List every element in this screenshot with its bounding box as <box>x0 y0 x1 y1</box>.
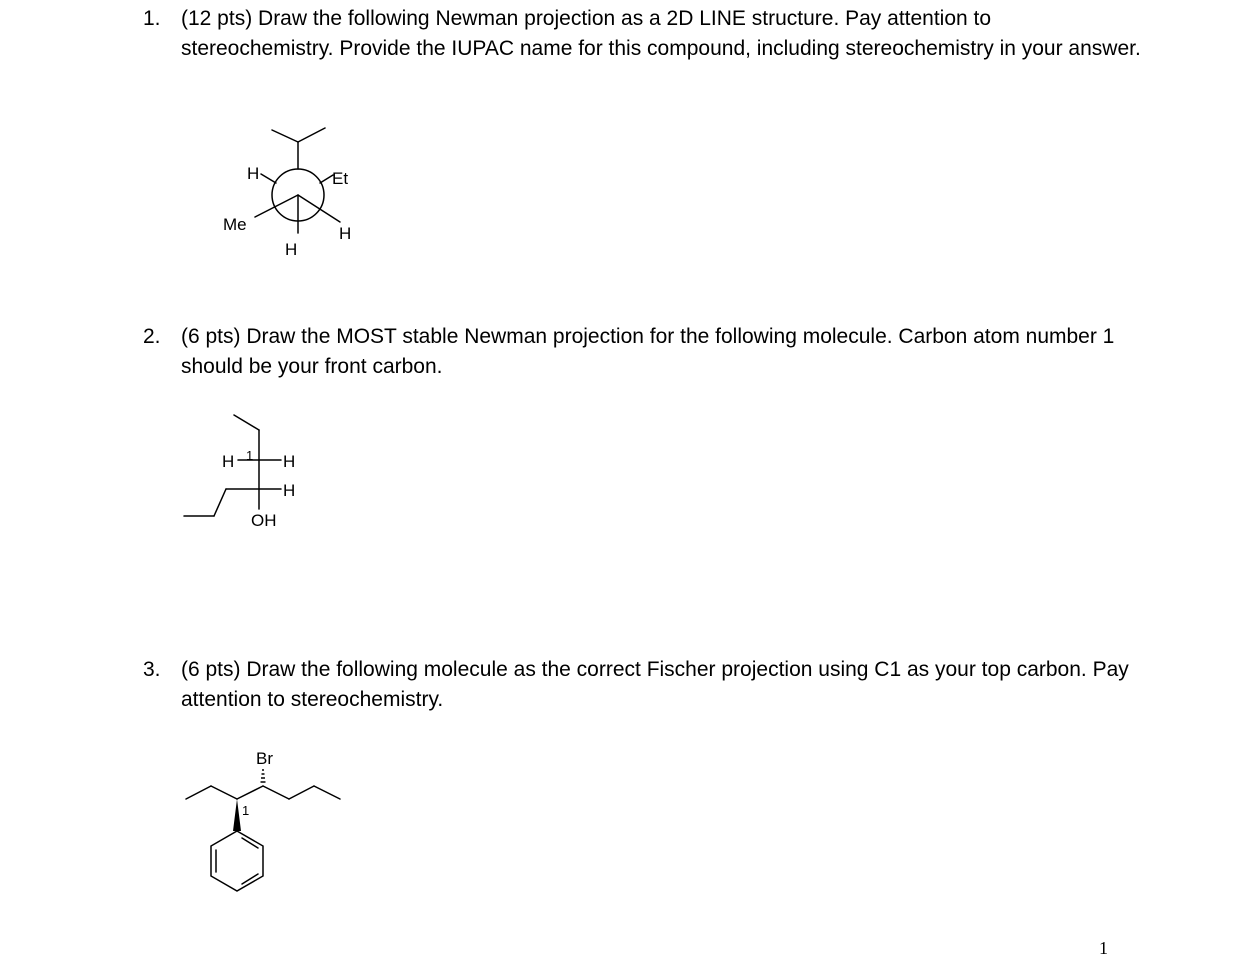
label-h: H <box>285 240 298 259</box>
newman-projection <box>200 115 380 265</box>
bond <box>214 489 226 516</box>
label-h: H <box>247 164 260 183</box>
bond <box>237 786 263 799</box>
question-number: 1. <box>143 7 161 30</box>
bond <box>298 195 340 222</box>
hash-bond <box>261 770 266 782</box>
bond <box>272 130 298 142</box>
bond <box>314 786 340 799</box>
page-number: 1 <box>1099 938 1108 958</box>
bond <box>242 838 258 848</box>
question-2 <box>143 322 1143 382</box>
question-number: 3. <box>143 658 161 681</box>
label-me: Me <box>223 215 247 234</box>
question-number: 2. <box>143 325 161 348</box>
label-br: Br <box>256 749 273 768</box>
question-1 <box>143 4 1143 64</box>
bond <box>298 128 325 142</box>
label-h: H <box>283 481 296 500</box>
bond <box>289 786 314 799</box>
fischer-structure <box>180 405 310 535</box>
bond <box>186 786 211 799</box>
bond <box>242 874 258 884</box>
bond <box>263 786 289 799</box>
question-text: (6 pts) Draw the following molecule as the correct Fischer projection using C1 as your top carbon. Pay attention to stereochemistry. <box>181 658 1129 711</box>
skeletal-structure <box>180 740 350 895</box>
label-et: Et <box>332 169 349 188</box>
label-h: H <box>339 224 352 243</box>
bond <box>255 195 298 217</box>
bond <box>234 415 259 430</box>
carbon-number-label: 1 <box>246 448 254 463</box>
benzene-ring <box>211 831 263 891</box>
label-oh: OH <box>251 511 277 530</box>
bond <box>211 786 237 799</box>
label-h: H <box>222 452 235 471</box>
question-text: (6 pts) Draw the MOST stable Newman projection for the following molecule. Carbon atom number 1 should be your front carbon. <box>181 325 1115 378</box>
question-3 <box>143 655 1143 715</box>
carbon-number-label: 1 <box>242 803 250 818</box>
bond <box>261 174 276 183</box>
wedge-bond <box>233 799 241 831</box>
label-h: H <box>283 452 296 471</box>
question-text: (12 pts) Draw the following Newman projection as a 2D LINE structure. Pay attention to stereochemistry. Provide the IUPAC name for this compound, including stereochemistry in your answer. <box>181 7 1141 60</box>
